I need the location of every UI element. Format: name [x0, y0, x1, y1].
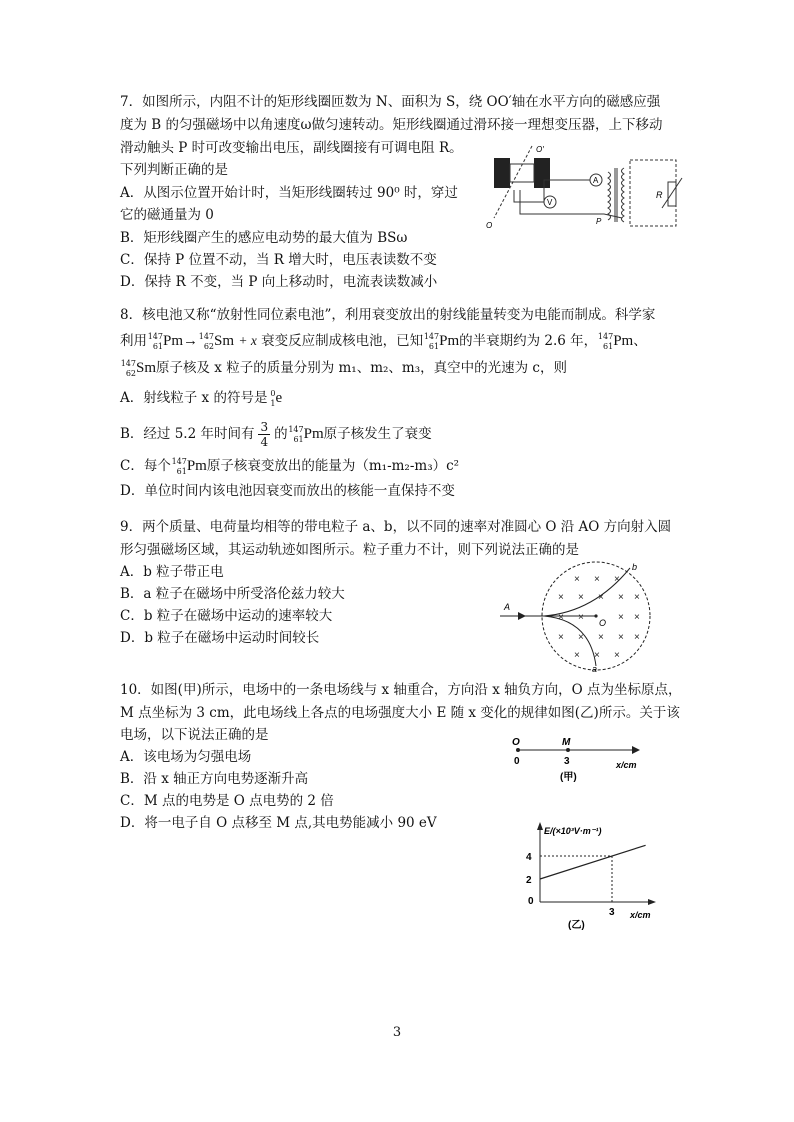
q8-option-b: B．经过 5.2 年时间有 $\frac{3}{4}$ 的 147 61 Pm原子核发生了衰变	[120, 420, 432, 449]
svg-text:×: ×	[614, 650, 620, 661]
svg-text:×: ×	[614, 574, 620, 585]
svg-text:×: ×	[598, 592, 604, 603]
q9-stem-line1: 9．两个质量、电荷量均相等的带电粒子 a、b，以不同的速率对准圆心 O 沿 AO 方向射入圆	[120, 519, 672, 535]
coil	[510, 164, 534, 182]
fraction-3-4: $\frac{3}{4}$	[260, 420, 269, 449]
label-m: M	[562, 737, 571, 748]
arrow-icon	[537, 822, 543, 830]
primary-coil	[608, 172, 611, 220]
isotope-pm: 147 61	[423, 331, 440, 351]
y-tick-4: 4	[526, 852, 532, 863]
q10-option-c: C．M 点的电势是 O 点电势的 2 倍	[120, 793, 334, 809]
caption-jia: (甲)	[560, 772, 577, 783]
page-number: 3	[392, 1025, 402, 1040]
trajectory-a	[544, 616, 596, 666]
label-a: A	[593, 176, 599, 185]
q8-option-c: C．每个 147 61 Pm原子核衰变放出的能量为（m₁-m₂-m₃）c²	[120, 456, 460, 476]
q7-stem-line4: 下列判断正确的是	[120, 162, 228, 178]
label-a-point: A	[504, 602, 511, 612]
q8-option-d: D．单位时间内该电池因衰变而放出的核能一直保持不变	[120, 483, 455, 499]
magnet-s	[534, 158, 550, 188]
svg-text:×: ×	[634, 592, 640, 603]
q9-magnetic-field-figure	[494, 560, 664, 672]
q10-stem-line3: 电场，以下说法正确的是	[120, 727, 269, 743]
label-r: R	[656, 190, 663, 200]
y-tick-2: 2	[526, 875, 532, 886]
q10-graph-yi	[506, 822, 666, 932]
x-unit: x/cm	[630, 910, 651, 920]
q7-stem-line1: 7．如图所示，内阻不计的矩形线圈匝数为 N、面积为 S，绕 OO′轴在水平方向的磁感应强	[120, 94, 661, 110]
arrow-icon	[632, 746, 640, 754]
q8-option-a: A．射线粒子 x 的符号是 0 1 e	[120, 388, 283, 408]
label-o: O	[512, 737, 520, 748]
svg-text:×: ×	[598, 632, 604, 643]
q10-stem-line2: M 点坐标为 3 cm，此电场线上各点的电场强度大小 E 随 x 变化的规律如图(乙)所示。关于该	[120, 705, 680, 721]
svg-text:×: ×	[558, 632, 564, 643]
arrow-icon	[518, 612, 526, 620]
q9-option-d: D．b 粒子在磁场中运动时间较长	[120, 630, 320, 646]
caption-yi: (乙)	[568, 920, 585, 931]
svg-text:×: ×	[594, 650, 600, 661]
label-b: b	[632, 562, 638, 572]
q7-stem-line2: 度为 B 的匀强磁场中以角速度ω做匀速转动。矩形线圈通过滑环接一理想变压器，上下移动	[120, 117, 663, 133]
svg-text:×: ×	[558, 612, 564, 623]
q8-stem-line3: 147 62 Sm原子核及 x 粒子的质量分别为 m₁、m₂、m₃，真空中的光速为 c，则	[120, 358, 567, 378]
q10-stem-line1: 10．如图(甲)所示，电场中的一条电场线与 x 轴重合，方向沿 x 轴负方向，O 点为坐标原点，	[120, 682, 682, 698]
q7-option-a-line2: 它的磁通量为 0	[120, 207, 214, 223]
label-o-prime: O′	[536, 145, 544, 154]
svg-text:×: ×	[634, 612, 640, 623]
electron-symbol: 0 1	[270, 388, 276, 408]
label-o: O	[599, 618, 607, 628]
series-line	[540, 845, 646, 879]
label-p: P	[596, 217, 602, 226]
label-a: a	[592, 664, 598, 672]
x-tick-3: 3	[609, 907, 615, 918]
y-axis-label: E/(×10³V·m⁻¹)	[544, 826, 602, 836]
q10-figure-jia	[506, 734, 656, 786]
svg-text:×: ×	[618, 592, 624, 603]
svg-text:×: ×	[618, 632, 624, 643]
q9-option-c: C．b 粒子在磁场中运动的速率较大	[120, 608, 333, 624]
q9-stem-line2: 形匀强磁场区域，其运动轨迹如图所示。粒子重力不计，则下列说法正确的是	[120, 542, 579, 558]
q7-stem-line3: 滑动触头 P 时可改变输出电压，副线圈接有可调电阻 R。	[120, 140, 463, 156]
q8-text: 利用	[120, 333, 147, 349]
isotope-pm: 147 61	[288, 424, 304, 444]
label-v: V	[547, 198, 553, 207]
origin-label: 0	[528, 896, 534, 907]
arrow-icon	[648, 899, 656, 905]
svg-text:×: ×	[578, 592, 584, 603]
secondary-coil	[622, 168, 625, 222]
x-unit: x/cm	[616, 760, 637, 770]
q10-option-b: B．沿 x 轴正方向电势逐渐升高	[120, 771, 309, 787]
svg-text:×: ×	[574, 650, 580, 661]
isotope-pm: 147 61	[147, 331, 163, 351]
tick-3: 3	[564, 756, 570, 767]
q7-option-b: B．矩形线圈产生的感应电动势的最大值为 BSω	[120, 230, 408, 246]
q10-option-a: A．该电场为匀强电场	[120, 749, 252, 765]
svg-text:×: ×	[594, 574, 600, 585]
svg-text:×: ×	[558, 592, 564, 603]
label-o: O	[486, 221, 493, 230]
svg-text:×: ×	[578, 632, 584, 643]
q7-option-d: D．保持 R 不变，当 P 向上移动时，电流表读数减小	[120, 274, 438, 290]
q9-option-a: A．b 粒子带正电	[120, 564, 224, 580]
tick-0: 0	[514, 756, 520, 767]
q7-generator-transformer-figure	[484, 142, 690, 234]
q7-option-c: C．保持 P 位置不动，当 R 增大时，电压表读数不变	[120, 252, 437, 268]
resistor-icon	[668, 182, 676, 206]
q9-option-b: B．a 粒子在磁场中所受洛伦兹力较大	[120, 586, 345, 602]
svg-text:×: ×	[574, 574, 580, 585]
isotope-sm: 147 62	[198, 331, 215, 351]
svg-text:×: ×	[634, 632, 640, 643]
magnet-n	[494, 158, 510, 188]
q10-option-d: D．将一电子自 O 点移至 M 点,其电势能减小 90 eV	[120, 815, 437, 831]
svg-text:×: ×	[618, 612, 624, 623]
q8-stem-line2: 利用 147 61 Pm→ 147 62 Sm + x 衰变反应制成核电池，已知 147 61 Pm的半衰期约为 2.6 年， 147 61 Pm、	[120, 331, 647, 351]
isotope-pm: 147 61	[171, 456, 187, 476]
isotope-pm: 147 61	[597, 331, 614, 351]
q7-option-a-line1: A．从图示位置开始计时，当矩形线圈转过 90⁰ 时，穿过	[120, 185, 458, 201]
svg-text:×: ×	[578, 612, 584, 623]
q8-stem-line1: 8．核电池又称“放射性同位素电池”，利用衰变放出的射线能量转变为电能而制成。科学家	[120, 307, 656, 323]
isotope-sm: 147 62	[120, 358, 136, 378]
